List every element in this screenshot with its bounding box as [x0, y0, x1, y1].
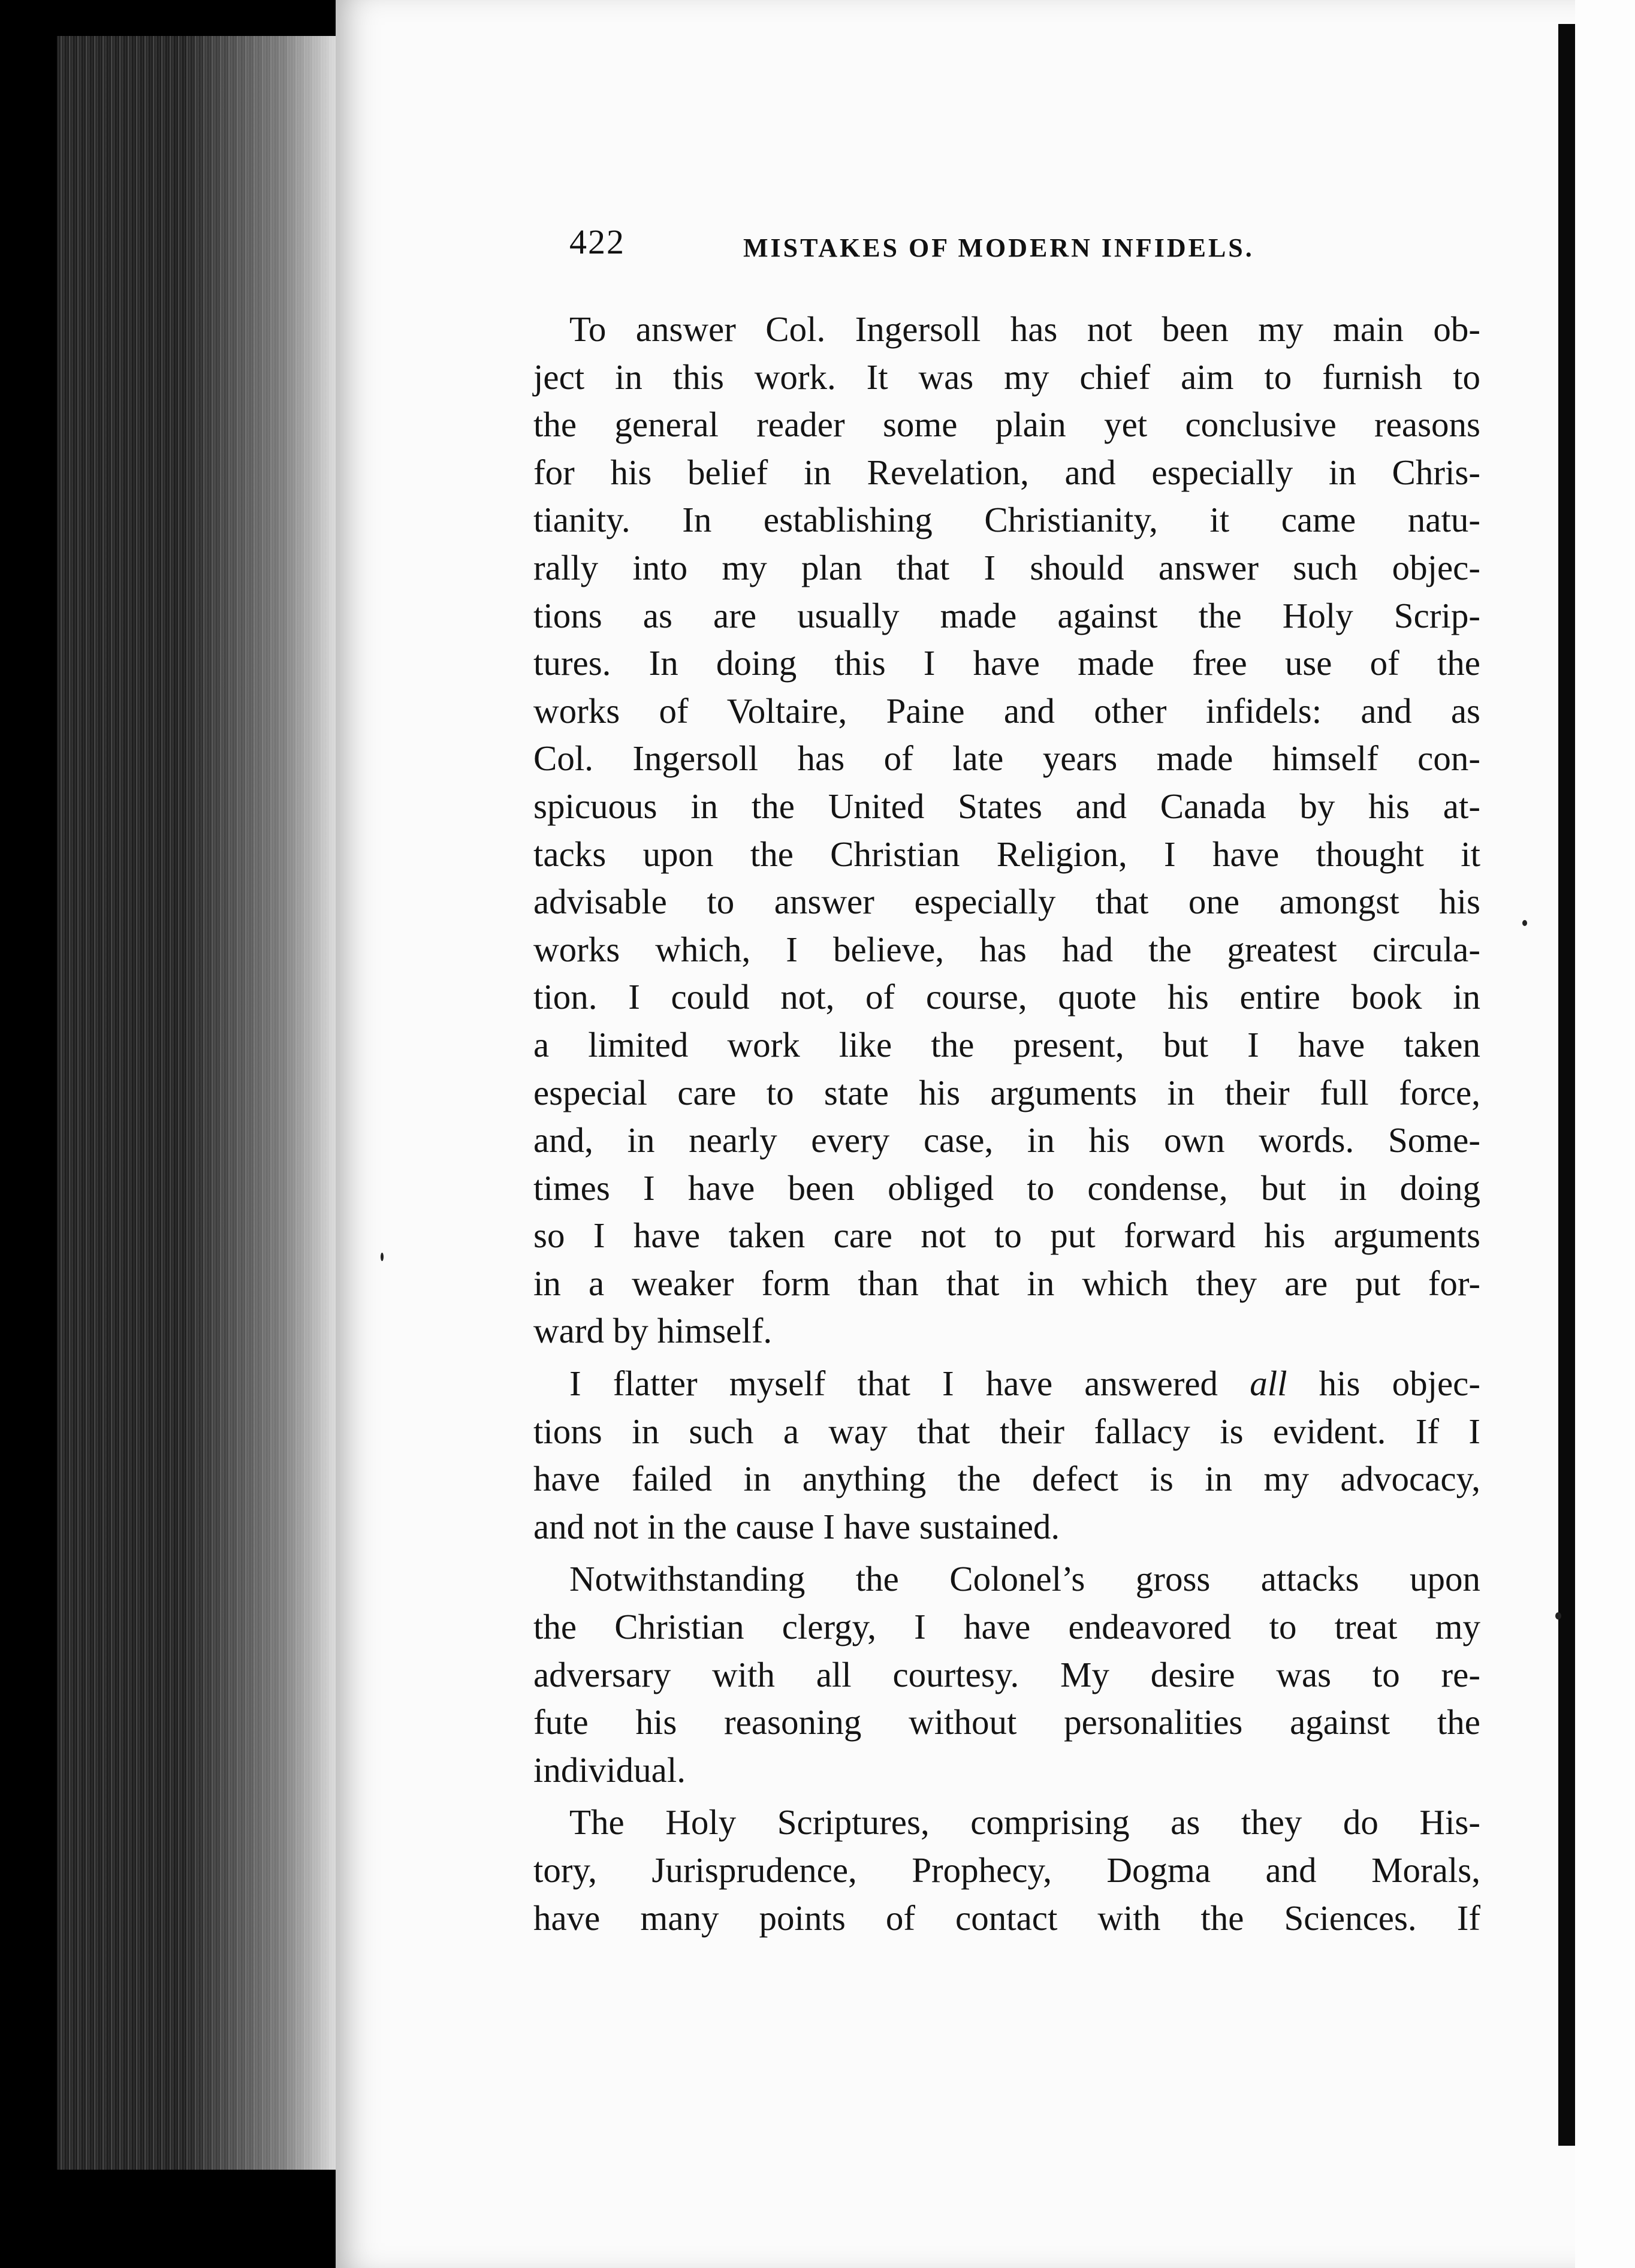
text-line: spicuous in the United States and Canada by his at- — [533, 786, 1480, 826]
text-line: tions as are usually made against the Holy Scrip- — [533, 595, 1480, 635]
text-line: and, in nearly every case, in his own words. Some- — [533, 1120, 1480, 1160]
text-line: rally into my plan that I should answer such objec- — [533, 547, 1480, 587]
text-line: tory, Jurisprudence, Prophecy, Dogma and Morals, — [533, 1850, 1480, 1890]
paragraph-3 — [533, 1555, 1480, 1794]
body-text — [533, 306, 1480, 1947]
text-line: works of Voltaire, Paine and other infidels: and as — [533, 690, 1480, 731]
text-line: in a weaker form than that in which they are put for- — [533, 1263, 1480, 1303]
text-line: Col. Ingersoll has of late years made himself con- — [533, 738, 1480, 779]
text-line: To answer Col. Ingersoll has not been my main ob- — [569, 309, 1480, 349]
running-title: MISTAKES OF MODERN INFIDELS. — [743, 233, 1254, 263]
text-line: the Christian clergy, I have endeavored to treat my — [533, 1607, 1480, 1647]
text-line: for his belief in Revelation, and especially in Chris- — [533, 452, 1480, 492]
text-line: especial care to state his arguments in their full force, — [533, 1072, 1480, 1112]
paragraph-1 — [533, 306, 1480, 1355]
text-line: ward by himself. — [533, 1311, 773, 1351]
text-line: adversary with all courtesy. My desire was to re- — [533, 1654, 1480, 1694]
text-line: have failed in anything the defect is in my advocacy, — [533, 1459, 1480, 1499]
right-page-edge — [1558, 24, 1575, 2146]
text-line: fute his reasoning without personalities against the — [533, 1702, 1480, 1742]
text-line: individual. — [533, 1750, 686, 1790]
text-line: a limited work like the present, but I have taken — [533, 1024, 1480, 1064]
text-line: times I have been obliged to condense, but in doing — [533, 1168, 1480, 1208]
text-line: Notwithstanding the Colonel’s gross attacks upon — [569, 1559, 1480, 1599]
text-line: tacks upon the Christian Religion, I have thought it — [533, 834, 1480, 874]
text-line: have many points of contact with the Sciences. If — [533, 1898, 1480, 1938]
scan-speck — [1555, 1612, 1561, 1619]
text-line: The Holy Scriptures, comprising as they do His- — [569, 1802, 1480, 1842]
paragraph-4 — [533, 1799, 1480, 1942]
right-margin-strip — [1575, 0, 1635, 2268]
text-line: tion. I could not, of course, quote his entire book in — [533, 977, 1480, 1017]
paragraph-2 — [533, 1360, 1480, 1551]
scan-speck — [1522, 920, 1527, 926]
text-line: and not in the cause I have sustained. — [533, 1506, 1060, 1546]
text-line: tures. In doing this I have made free use of the — [533, 643, 1480, 683]
page-header — [569, 222, 1337, 276]
text-line: I flatter myself that I have answered all his objec- — [569, 1364, 1480, 1404]
text-line: tions in such a way that their fallacy is evident. If I — [533, 1411, 1480, 1451]
text-line: so I have taken care not to put forward his arguments — [533, 1216, 1480, 1256]
text-line: advisable to answer especially that one amongst his — [533, 882, 1480, 922]
text-line: tianity. In establishing Christianity, it came natu- — [533, 500, 1480, 540]
text-line: works which, I believe, has had the greatest circula- — [533, 929, 1480, 969]
text-line: the general reader some plain yet conclusive reasons — [533, 405, 1480, 445]
text-line: ject in this work. It was my chief aim to furnish to — [533, 357, 1480, 397]
page-edges — [57, 36, 339, 2170]
page-number: 422 — [569, 222, 625, 261]
scan-speck — [381, 1253, 384, 1261]
